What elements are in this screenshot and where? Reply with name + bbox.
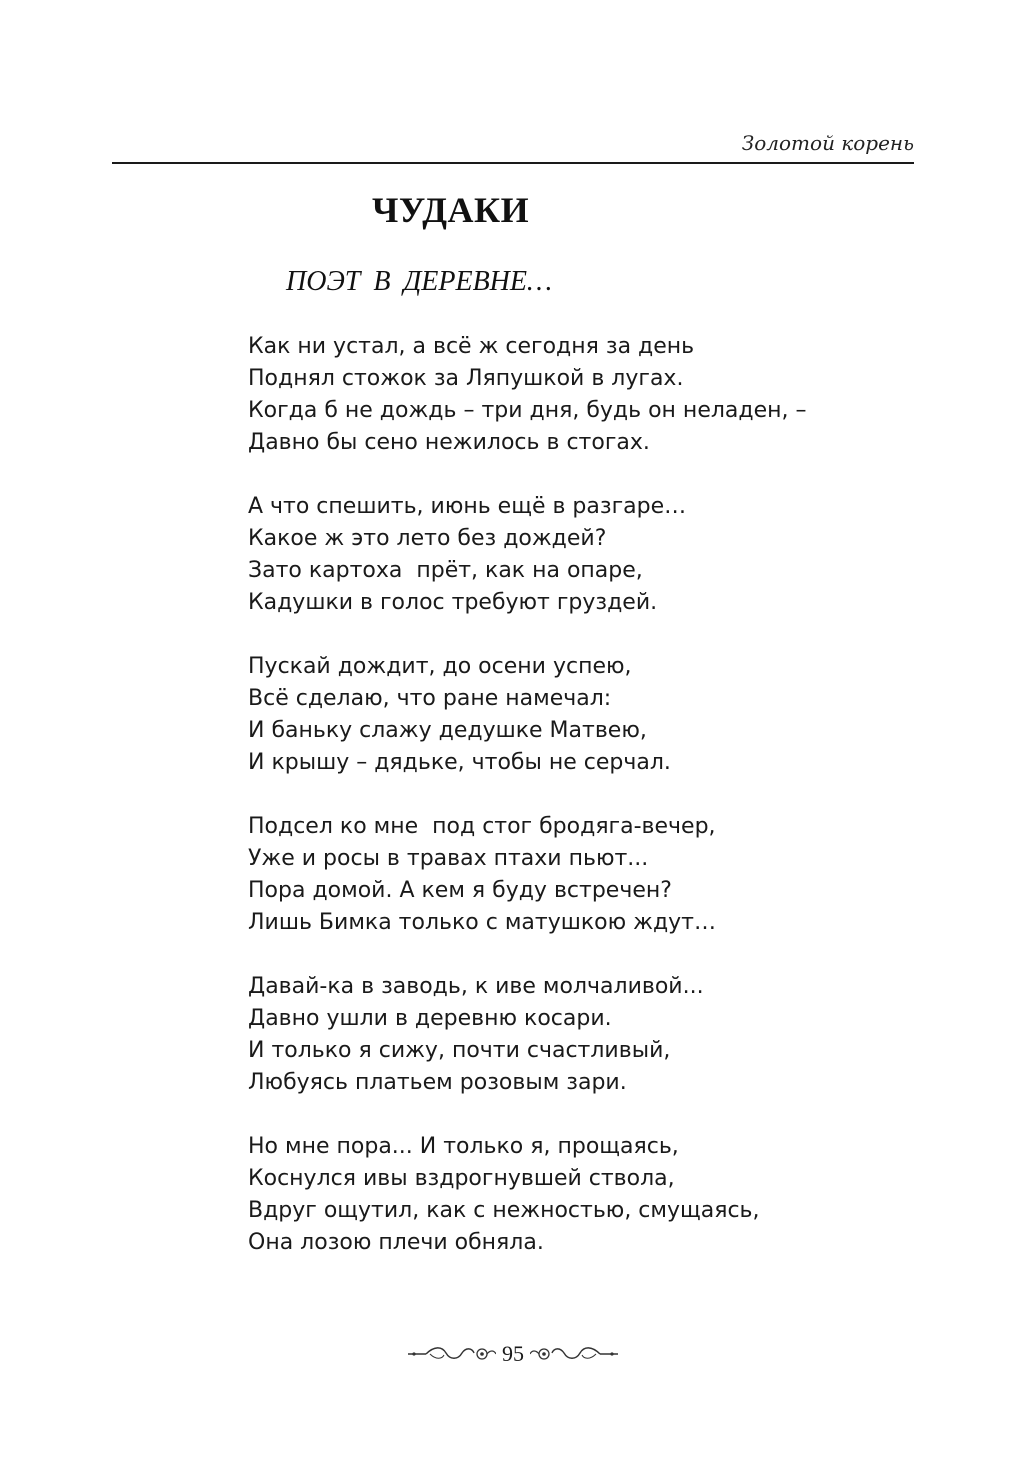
header-rule: [112, 162, 914, 164]
page-footer: [400, 1338, 626, 1370]
stanza-3: [248, 651, 928, 779]
poem-line: Пускай дождит, до осени успею,: [248, 654, 632, 679]
poem-line: Любуясь платьем розовым зари.: [248, 1070, 627, 1095]
page-number: 95: [502, 1341, 524, 1366]
poem-line: И только я сижу, почти счастливый,: [248, 1038, 671, 1063]
section-title: ЧУДАКИ: [372, 190, 530, 230]
poem-line: Подсел ко мне под стог бродяга-вечер,: [248, 814, 716, 839]
poem-line: Она лозою плечи обняла.: [248, 1230, 544, 1255]
stanza-4: [248, 811, 928, 939]
poem-line: Зато картоха прёт, как на опаре,: [248, 558, 643, 583]
poem-line: Коснулся ивы вздрогнувшей ствола,: [248, 1166, 675, 1191]
poem-body: [248, 331, 928, 1291]
poem-line: Поднял стожок за Ляпушкой в лугах.: [248, 366, 684, 391]
poem-line: Какое ж это лето без дождей?: [248, 526, 607, 551]
poem-line: Но мне пора... И только я, прощаясь,: [248, 1134, 679, 1159]
poem-line: Пора домой. А кем я буду встречен?: [248, 878, 672, 903]
running-title: Золотой корень: [741, 131, 914, 155]
stanza-5: [248, 971, 928, 1099]
poem-line: Давно бы сено нежилось в стогах.: [248, 430, 650, 455]
stanza-2: [248, 491, 928, 619]
stanza-6: [248, 1131, 928, 1259]
poem-line: Кадушки в голос требуют груздей.: [248, 590, 658, 615]
poem-line: Вдруг ощутил, как с нежностью, смущаясь,: [248, 1198, 760, 1223]
poem-line: Лишь Бимка только с матушкою ждут…: [248, 910, 716, 935]
poem-line: Давай-ка в заводь, к иве молчаливой...: [248, 974, 704, 999]
poem-line: Всё сделаю, что ране намечал:: [248, 686, 612, 711]
flourish-ornament-icon: [408, 1344, 496, 1364]
poem-line: И баньку слажу дедушке Матвею,: [248, 718, 647, 743]
poem-line: Уже и росы в травах птахи пьют...: [248, 846, 649, 871]
poem-line: А что спешить, июнь ещё в разгаре…: [248, 494, 687, 519]
poem-line: Как ни устал, а всё ж сегодня за день: [248, 334, 695, 359]
poem-line: Когда б не дождь – три дня, будь он неладен, –: [248, 398, 807, 423]
poem-line: И крышу – дядьке, чтобы не серчал.: [248, 750, 671, 775]
poem-line: Давно ушли в деревню косари.: [248, 1006, 612, 1031]
stanza-1: [248, 331, 928, 459]
flourish-ornament-icon: [530, 1344, 618, 1364]
poem-title: ПОЭТ В ДЕРЕВНЕ…: [286, 266, 552, 297]
